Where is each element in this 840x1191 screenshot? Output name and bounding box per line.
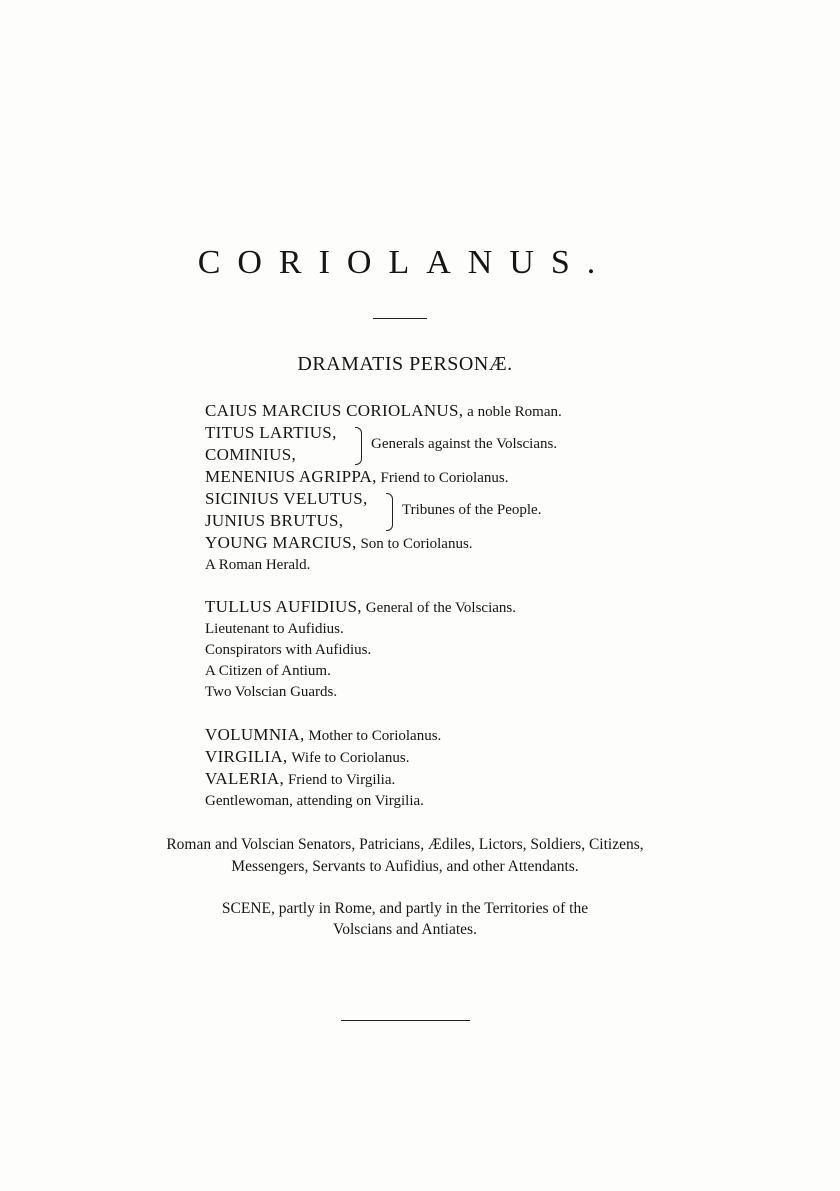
character-description: General of the Volscians. bbox=[365, 600, 516, 616]
scene-line-2: Volscians and Antiates. bbox=[333, 921, 477, 938]
tribunes-brace bbox=[386, 493, 393, 531]
dramatis-personae-heading: DRAMATIS PERSONÆ. bbox=[297, 353, 513, 375]
character-description: a noble Roman. bbox=[467, 404, 562, 420]
play-title: CORIOLANUS. bbox=[197, 244, 613, 281]
character-virgilia bbox=[205, 748, 410, 767]
character-description: Friend to Coriolanus. bbox=[380, 470, 509, 486]
character-volscian-guards: Two Volscian Guards. bbox=[205, 684, 338, 700]
generals-brace bbox=[355, 427, 362, 465]
generals-description: Generals against the Volscians. bbox=[371, 436, 558, 452]
character-citizen-of-antium: A Citizen of Antium. bbox=[205, 663, 331, 679]
character-conspirators: Conspirators with Aufidius. bbox=[205, 642, 372, 658]
character-roman-herald: A Roman Herald. bbox=[205, 557, 311, 573]
character-name: VALERIA, bbox=[205, 769, 285, 788]
character-menenius bbox=[205, 468, 508, 487]
tribunes-description: Tribunes of the People. bbox=[402, 502, 542, 518]
title-divider-rule bbox=[373, 318, 427, 319]
character-name: CAIUS MARCIUS CORIOLANUS, bbox=[205, 401, 464, 420]
character-name: COMINIUS, bbox=[205, 445, 297, 464]
character-name: JUNIUS BRUTUS, bbox=[205, 511, 344, 530]
character-volumnia bbox=[205, 726, 441, 745]
character-titus-lartius bbox=[205, 424, 337, 443]
character-coriolanus bbox=[205, 402, 562, 421]
character-description: Wife to Coriolanus. bbox=[291, 750, 410, 766]
character-name: TULLUS AUFIDIUS, bbox=[205, 597, 362, 616]
character-junius-brutus bbox=[205, 512, 343, 531]
character-name: TITUS LARTIUS, bbox=[205, 423, 337, 442]
character-valeria bbox=[205, 770, 395, 789]
character-aufidius bbox=[205, 598, 516, 617]
character-lieutenant: Lieutenant to Aufidius. bbox=[205, 621, 344, 637]
character-gentlewoman: Gentlewoman, attending on Virgilia. bbox=[205, 793, 424, 809]
scene-line-1: SCENE, partly in Rome, and partly in the Territories of the bbox=[221, 900, 589, 917]
attendants-line-1: Roman and Volscian Senators, Patricians, Ædiles, Lictors, Soldiers, Citizens, bbox=[166, 836, 644, 853]
character-description: Son to Coriolanus. bbox=[360, 536, 473, 552]
character-name: SICINIUS VELUTUS, bbox=[205, 489, 368, 508]
character-name: YOUNG MARCIUS, bbox=[205, 533, 357, 552]
closing-divider-rule bbox=[341, 1020, 470, 1021]
character-sicinius bbox=[205, 490, 368, 509]
character-cominius bbox=[205, 446, 296, 465]
character-name: MENENIUS AGRIPPA, bbox=[205, 467, 377, 486]
character-young-marcius bbox=[205, 534, 473, 553]
attendants-line-2: Messengers, Servants to Aufidius, and other Attendants. bbox=[231, 858, 579, 875]
character-description: Friend to Virgilia. bbox=[287, 772, 396, 788]
character-name: VIRGILIA, bbox=[205, 747, 288, 766]
character-description: Mother to Coriolanus. bbox=[308, 728, 442, 744]
character-name: VOLUMNIA, bbox=[205, 725, 305, 744]
